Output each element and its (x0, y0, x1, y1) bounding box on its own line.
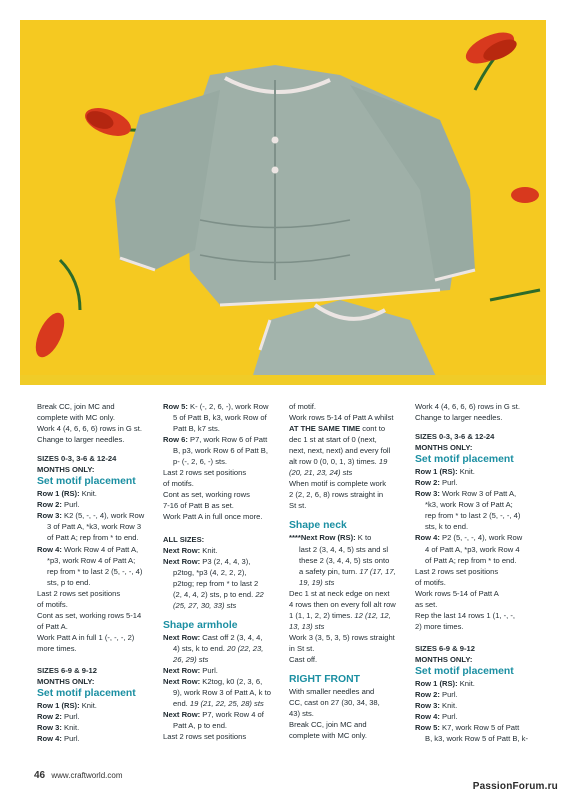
text-line: 2) more times. (415, 621, 464, 631)
instruction-row: Row 2: Purl. (37, 500, 80, 510)
text-line: Last 2 rows set positions (37, 588, 121, 598)
text-line: rep from * to last 2 (5, -, -, 4) (425, 511, 521, 521)
sizes-label: SIZES 0-3, 3-6 & 12-24 (37, 454, 117, 464)
text-column-1 (37, 401, 157, 744)
text-line: 9), work Row 3 of Patt A, k to (173, 688, 271, 698)
instruction-row: Row 4: Purl. (415, 712, 458, 722)
text-line: dec 1 st at start of 0 (next, (289, 435, 377, 445)
text-line: B, p3, work Row 6 of Patt B, (173, 446, 268, 456)
text-line: When motif is complete work (289, 479, 387, 489)
text-line: of motifs. (163, 479, 194, 489)
instruction-row: Next Row: Cast off 2 (3, 4, 4, (163, 632, 263, 642)
stitch-count: 19, 19) sts (299, 577, 335, 587)
text-line: 4 of Patt A, *p3, work Row 4 (425, 544, 520, 554)
text-line: With smaller needles and (289, 687, 375, 697)
stitch-count: (20, 21, 23, 24) sts (289, 468, 353, 478)
instruction-row: Row 4: Work Row 4 of Patt A, (37, 544, 139, 554)
instruction-row: Next Row: Knit. (163, 545, 218, 555)
text-line: 4 rows then on every foll alt row (289, 599, 396, 609)
text-line: B, k3, work Row 5 of Patt B, k- (425, 734, 528, 744)
text-line: Work 4 (4, 6, 6, 6) rows in G st. (415, 402, 520, 411)
text-line: these 2 (3, 4, 4, 5) sts onto (299, 555, 390, 565)
section-heading: Shape armhole (163, 619, 238, 631)
text-line: of motifs. (415, 577, 446, 587)
text-line: rep from * to last 2 (5, -, -, 4) (47, 566, 143, 576)
sizes-label: MONTHS ONLY: (37, 677, 95, 687)
stitch-count: 13, 13) sts (289, 621, 325, 631)
text-line: p2tog, *p3 (4, 2, 2, 2), (173, 567, 247, 577)
text-line: *p3, work Row 4 of Patt A; (47, 555, 136, 565)
instruction-row: Row 6: P7, work Row 6 of Patt (163, 435, 268, 445)
text-line: Work Patt A in full 1 (-, -, -, 2) (37, 632, 135, 642)
page-footer (34, 770, 122, 781)
instruction-row: Next Row: Purl. (163, 665, 218, 675)
text-line: of Patt A; rep from * to end. (425, 555, 517, 565)
sizes-label: MONTHS ONLY: (37, 465, 95, 475)
sizes-label: SIZES 6-9 & 9-12 (415, 643, 475, 653)
sizes-label: ALL SIZES: (163, 534, 205, 544)
section-heading: Set motif placement (37, 476, 136, 488)
text-line: of Patt A; rep from * to end. (47, 533, 139, 543)
sizes-label: MONTHS ONLY: (415, 443, 473, 453)
instruction-row: Row 3: Knit. (415, 701, 458, 711)
text-line: as set. (415, 599, 438, 609)
text-line: CC, cast on 27 (30, 34, 38, (289, 698, 380, 708)
cardigan-photo (20, 20, 546, 385)
instruction-row: Row 5: K7, work Row 5 of Patt (415, 723, 520, 733)
instruction-row: Row 5: K- (-, 2, 6, -), work Row (163, 402, 269, 411)
instruction-row: Row 3: Work Row 3 of Patt A, (415, 489, 517, 499)
text-line: complete with MC only. (37, 413, 115, 423)
section-heading: Set motif placement (37, 688, 136, 700)
text-line: Last 2 rows set positions (415, 566, 499, 576)
section-heading: RIGHT FRONT (289, 674, 360, 686)
text-line: next, next, next) and every foll (289, 446, 391, 456)
page-number: 46 (34, 770, 46, 781)
text-line: Last 2 rows set positions (163, 468, 247, 478)
site-url: www.craftworld.com (51, 771, 123, 780)
text-line: more times. (37, 643, 77, 653)
text-line: in St st. (289, 643, 315, 653)
text-line: of motifs. (37, 599, 68, 609)
text-line: Last 2 rows set positions (163, 732, 247, 742)
text-line: p- (-, 2, 6, -) sts. (173, 457, 228, 467)
text-line: 2 (2, 2, 6, 8) rows straight in (289, 490, 384, 500)
text-line: p2tog; rep from * to last 2 (173, 578, 259, 588)
text-line: sts, k to end. (425, 522, 469, 532)
sizes-label: MONTHS ONLY: (415, 654, 473, 664)
text-line: Work 3 (3, 5, 3, 5) rows straight (289, 632, 395, 642)
sizes-label: SIZES 0-3, 3-6 & 12-24 (415, 432, 495, 442)
text-line: Work Patt A in full once more. (163, 512, 263, 522)
text-line: end. 19 (21, 22, 25, 28) sts (173, 699, 264, 709)
text-line: Cont as set, working rows (163, 490, 250, 500)
text-line: Dec 1 st at neck edge on next (289, 588, 390, 598)
instruction-row: Next Row: K2tog, k0 (2, 3, 6, (163, 677, 263, 687)
instruction-row: Row 1 (RS): Knit. (37, 701, 97, 711)
stitch-count: 26, 29) sts (173, 654, 209, 664)
text-line: Cast off. (289, 654, 318, 664)
text-line: AT THE SAME TIME cont to (289, 424, 386, 434)
text-column-4 (415, 401, 539, 744)
text-line: St st. (289, 501, 307, 511)
sizes-label: SIZES 6-9 & 9-12 (37, 665, 97, 675)
watermark: PassionForum.ru (472, 781, 558, 792)
section-heading: Set motif placement (415, 454, 514, 466)
text-line: Work rows 5-14 of Patt A (415, 588, 499, 598)
instruction-row: Row 4: P2 (5, -, -, 4), work Row (415, 533, 523, 543)
text-line: last 2 (3, 4, 4, 5) sts and sl (299, 544, 389, 554)
instruction-row: Row 1 (RS): Knit. (37, 489, 97, 499)
text-line: Cont as set, working rows 5-14 (37, 610, 142, 620)
text-line: Change to larger needles. (37, 435, 125, 445)
text-line: 4) sts, k to end. 20 (22, 23, (173, 643, 264, 653)
instruction-row: Row 2: Purl. (415, 478, 458, 488)
cardigan-photo-illustration (20, 20, 546, 385)
text-line: sts, p to end. (47, 577, 91, 587)
instruction-row: Row 3: K2 (5, -, -, 4), work Row (37, 511, 145, 521)
section-heading: Shape neck (289, 520, 347, 532)
instruction-row: Row 2: Purl. (415, 690, 458, 700)
text-line: Work rows 5-14 of Patt A whilst (289, 413, 394, 423)
instruction-row: Row 4: Purl. (37, 734, 80, 744)
text-line: 5 of Patt B, k3, work Row of (173, 413, 267, 423)
instruction-row: ****Next Row (RS): K to (289, 533, 372, 543)
instruction-row: Row 2: Purl. (37, 712, 80, 722)
text-line: of Patt A. (37, 621, 68, 631)
text-line: a safety pin, turn. 17 (17, 17, (299, 566, 396, 576)
text-line: complete with MC only. (289, 731, 367, 741)
text-line: Patt B, k7 sts. (173, 424, 220, 434)
instruction-row: Next Row: P3 (2, 4, 4, 3), (163, 556, 251, 566)
text-line: Break CC, join MC and (289, 720, 367, 730)
instruction-row: Row 1 (RS): Knit. (415, 467, 475, 477)
text-line: Break CC, join MC and (37, 402, 115, 411)
instruction-row: Row 3: Knit. (37, 723, 80, 733)
instruction-row: Next Row: P7, work Row 4 of (163, 710, 264, 720)
text-line: *k3, work Row 3 of Patt A; (425, 500, 513, 510)
text-line: 3 of Patt A, *k3, work Row 3 (47, 522, 142, 532)
text-line: Rep the last 14 rows 1 (1, -, -, (415, 610, 516, 620)
text-line: 43) sts. (289, 709, 314, 719)
text-line: (2, 4, 4, 2) sts, p to end. 22 (173, 589, 264, 599)
instruction-row: Row 1 (RS): Knit. (415, 678, 475, 688)
text-column-3 (289, 401, 411, 741)
text-line: of motif. (289, 402, 317, 411)
text-line: 1 (1, 1, 2, 2) times. 12 (12, 12, (289, 610, 391, 620)
text-line: 7-16 of Patt B as set. (163, 501, 234, 511)
text-line: alt row 0 (0, 0, 1, 3) times. 19 (289, 457, 388, 467)
text-column-2 (163, 401, 285, 742)
text-line: Work 4 (4, 6, 6, 6) rows in G st. (37, 424, 142, 434)
stitch-count: (25, 27, 30, 33) sts (173, 600, 237, 610)
text-line: Patt A, p to end. (173, 721, 228, 731)
section-heading: Set motif placement (415, 665, 514, 677)
text-line: Change to larger needles. (415, 413, 503, 423)
